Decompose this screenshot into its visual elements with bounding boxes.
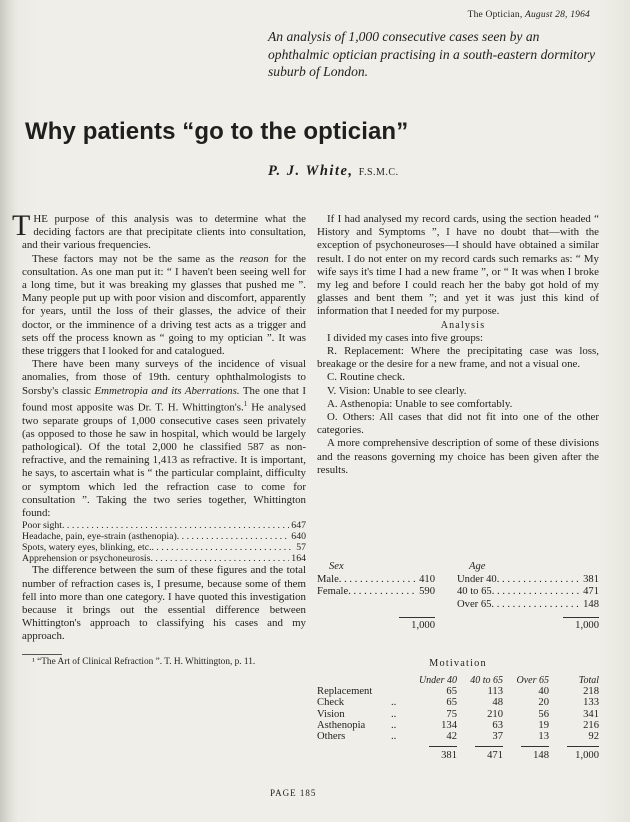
drop-cap: T bbox=[12, 209, 31, 242]
total-rule bbox=[399, 617, 435, 618]
table-row: Vision .. 75 210 56 341 bbox=[317, 708, 599, 720]
book-title: Emmetropia and its Aberrations. bbox=[94, 384, 240, 397]
motivation-grid bbox=[317, 675, 599, 761]
totals-row: 381 471 148 1,000 bbox=[441, 750, 599, 762]
total-rule bbox=[563, 617, 599, 618]
column-header: Over 65 bbox=[516, 675, 549, 686]
footnote: ¹ “The Art of Clinical Refraction ”. T. H. Whittington, p. 11. bbox=[32, 656, 256, 667]
footnote-ref: 1 bbox=[243, 399, 248, 408]
column-header: Under 40 bbox=[418, 675, 457, 686]
author-qualifications: F.S.M.C. bbox=[358, 167, 399, 178]
paragraph: A more comprehensive description of some of these divisions and the reasons governing my choice has been given after the results. bbox=[317, 437, 599, 476]
table-row: Asthenopia .. 134 63 19 216 bbox=[317, 719, 599, 731]
age-heading: Age bbox=[469, 561, 486, 572]
table-row: Replacement 65 113 40 218 bbox=[317, 686, 599, 698]
author-byline bbox=[268, 163, 399, 180]
paragraph: The difference between the sum of these figures and the total number of refraction cases is, I presume, because some of them fell into more than one category. I have quoted this investigation because it brings out the essential difference between Whittington's approach to classifying his cases and my approach. bbox=[22, 564, 306, 643]
running-head bbox=[468, 10, 590, 20]
column-header: 40 to 65 bbox=[470, 675, 503, 686]
group-item: C. Routine check. bbox=[327, 371, 406, 384]
article-title: Why patients “go to the optician” bbox=[25, 118, 409, 145]
emphasis: reason bbox=[239, 252, 269, 265]
page-footer: PAGE 185 bbox=[270, 788, 317, 798]
group-item: A. Asthenopia: Unable to see comfortably. bbox=[327, 397, 513, 410]
sex-total: 1,000 bbox=[411, 620, 435, 631]
intro-standfirst: An analysis of 1,000 consecutive cases seen by an ophthalmic optician practising in a south-eastern dormitory suburb of London. bbox=[268, 29, 595, 79]
group-item: V. Vision: Unable to see clearly. bbox=[327, 384, 467, 397]
paragraph: I divided my cases into five groups: bbox=[327, 331, 484, 344]
left-column bbox=[12, 209, 306, 668]
list-item: Apprehension or psychoneurosis . . . 164 bbox=[22, 553, 306, 564]
table-row: Male . . . 410 bbox=[317, 574, 435, 587]
sex-table bbox=[317, 561, 435, 633]
footnote-rule bbox=[22, 654, 62, 655]
issue-date: August 28, 1964 bbox=[524, 10, 590, 20]
table-row: 40 to 65 . . . 471 bbox=[457, 586, 599, 599]
paragraph: There have been many surveys of the incidence of visual anomalies, from those of 19th. century ophthalmologists to Sorsby's classic Emmetropia and its Aberrations. The one that I found most apposite was Dr. T. H. Whittington's.$^1$ He analysed two separate groups of 1,000 consecutive cases seen privately (as opposed to those he saw in hospital, which would be largely pathological). Of the total 2,000 he classified 587 as non-refractive, and the remaining 1,413 as refractive. It is important, he says, to ascertain what is “ the particular complaint, difficulty or symptom which led the refraction case to come for consultation ”. Taking the two series together, Whittington found: bbox=[22, 358, 306, 520]
table-row: Under 40 . . . 381 bbox=[457, 574, 599, 587]
list-item: Spots, watery eyes, blinking, etc. . . . 57 bbox=[22, 542, 306, 553]
paragraph bbox=[12, 209, 306, 253]
paragraph: If I had analysed my record cards, using the section headed “ History and Symptoms ”, I have no doubt that—with the exception of psychoneuroses—I should have obtained a similar result. I do not enter on my record cards such remarks as: “ My wife says it's time I had a new frame ”, or “ It was when I broke my leg and before I could reach her the baby got hold of my glasses and bent them ”; and yet it was just this kind of information that I needed for my purpose. bbox=[317, 213, 599, 318]
list-item: Poor sight . . . 647 bbox=[22, 520, 306, 531]
section-heading: Analysis bbox=[440, 319, 486, 331]
table-header-row bbox=[317, 675, 599, 686]
findings-list bbox=[22, 520, 306, 564]
right-column bbox=[317, 213, 599, 477]
table-row: Female . . . 590 bbox=[317, 586, 435, 599]
group-item: O. Others: All cases that did not fit into one of the other categories. bbox=[317, 411, 599, 437]
list-item: Headache, pain, eye-strain (asthenopia) . . . 640 bbox=[22, 531, 306, 542]
age-table bbox=[457, 561, 599, 633]
table-row: Check .. 65 48 20 133 bbox=[317, 697, 599, 709]
author-name: P. J. White, bbox=[268, 163, 354, 179]
table-row: Over 65 . . . 148 bbox=[457, 599, 599, 612]
paragraph-text: HE purpose of this analysis was to determine what the deciding factors are that precipitate clients into consultation, and their various frequencies. bbox=[22, 213, 306, 252]
sex-heading: Sex bbox=[329, 561, 344, 572]
column-header: Total bbox=[578, 675, 599, 686]
paragraph: These factors may not be the same as the reason for the consultation. As one man put it: “ I haven't been seeing well for a long time, but it was breaking my glasses that pushed me ”. Many people put up with poor vision and discomfort, apparently for years, until the loss of their glasses, the advice of their doctor, or the imminence of a driving test acts as a trigger and sets off the process known as “ going to my optician ”. It was these triggers that I looked for and catalogued. bbox=[22, 252, 306, 358]
age-total: 1,000 bbox=[575, 620, 599, 631]
group-item: R. Replacement: Where the precipitating case was loss, breakage or the desire for a new frame, and not a visual one. bbox=[317, 345, 599, 371]
table-row: Others .. 42 37 13 92 bbox=[317, 731, 599, 743]
motivation-table bbox=[317, 658, 599, 761]
motivation-title: Motivation bbox=[429, 658, 487, 669]
journal-name: The Optician, bbox=[467, 10, 523, 20]
